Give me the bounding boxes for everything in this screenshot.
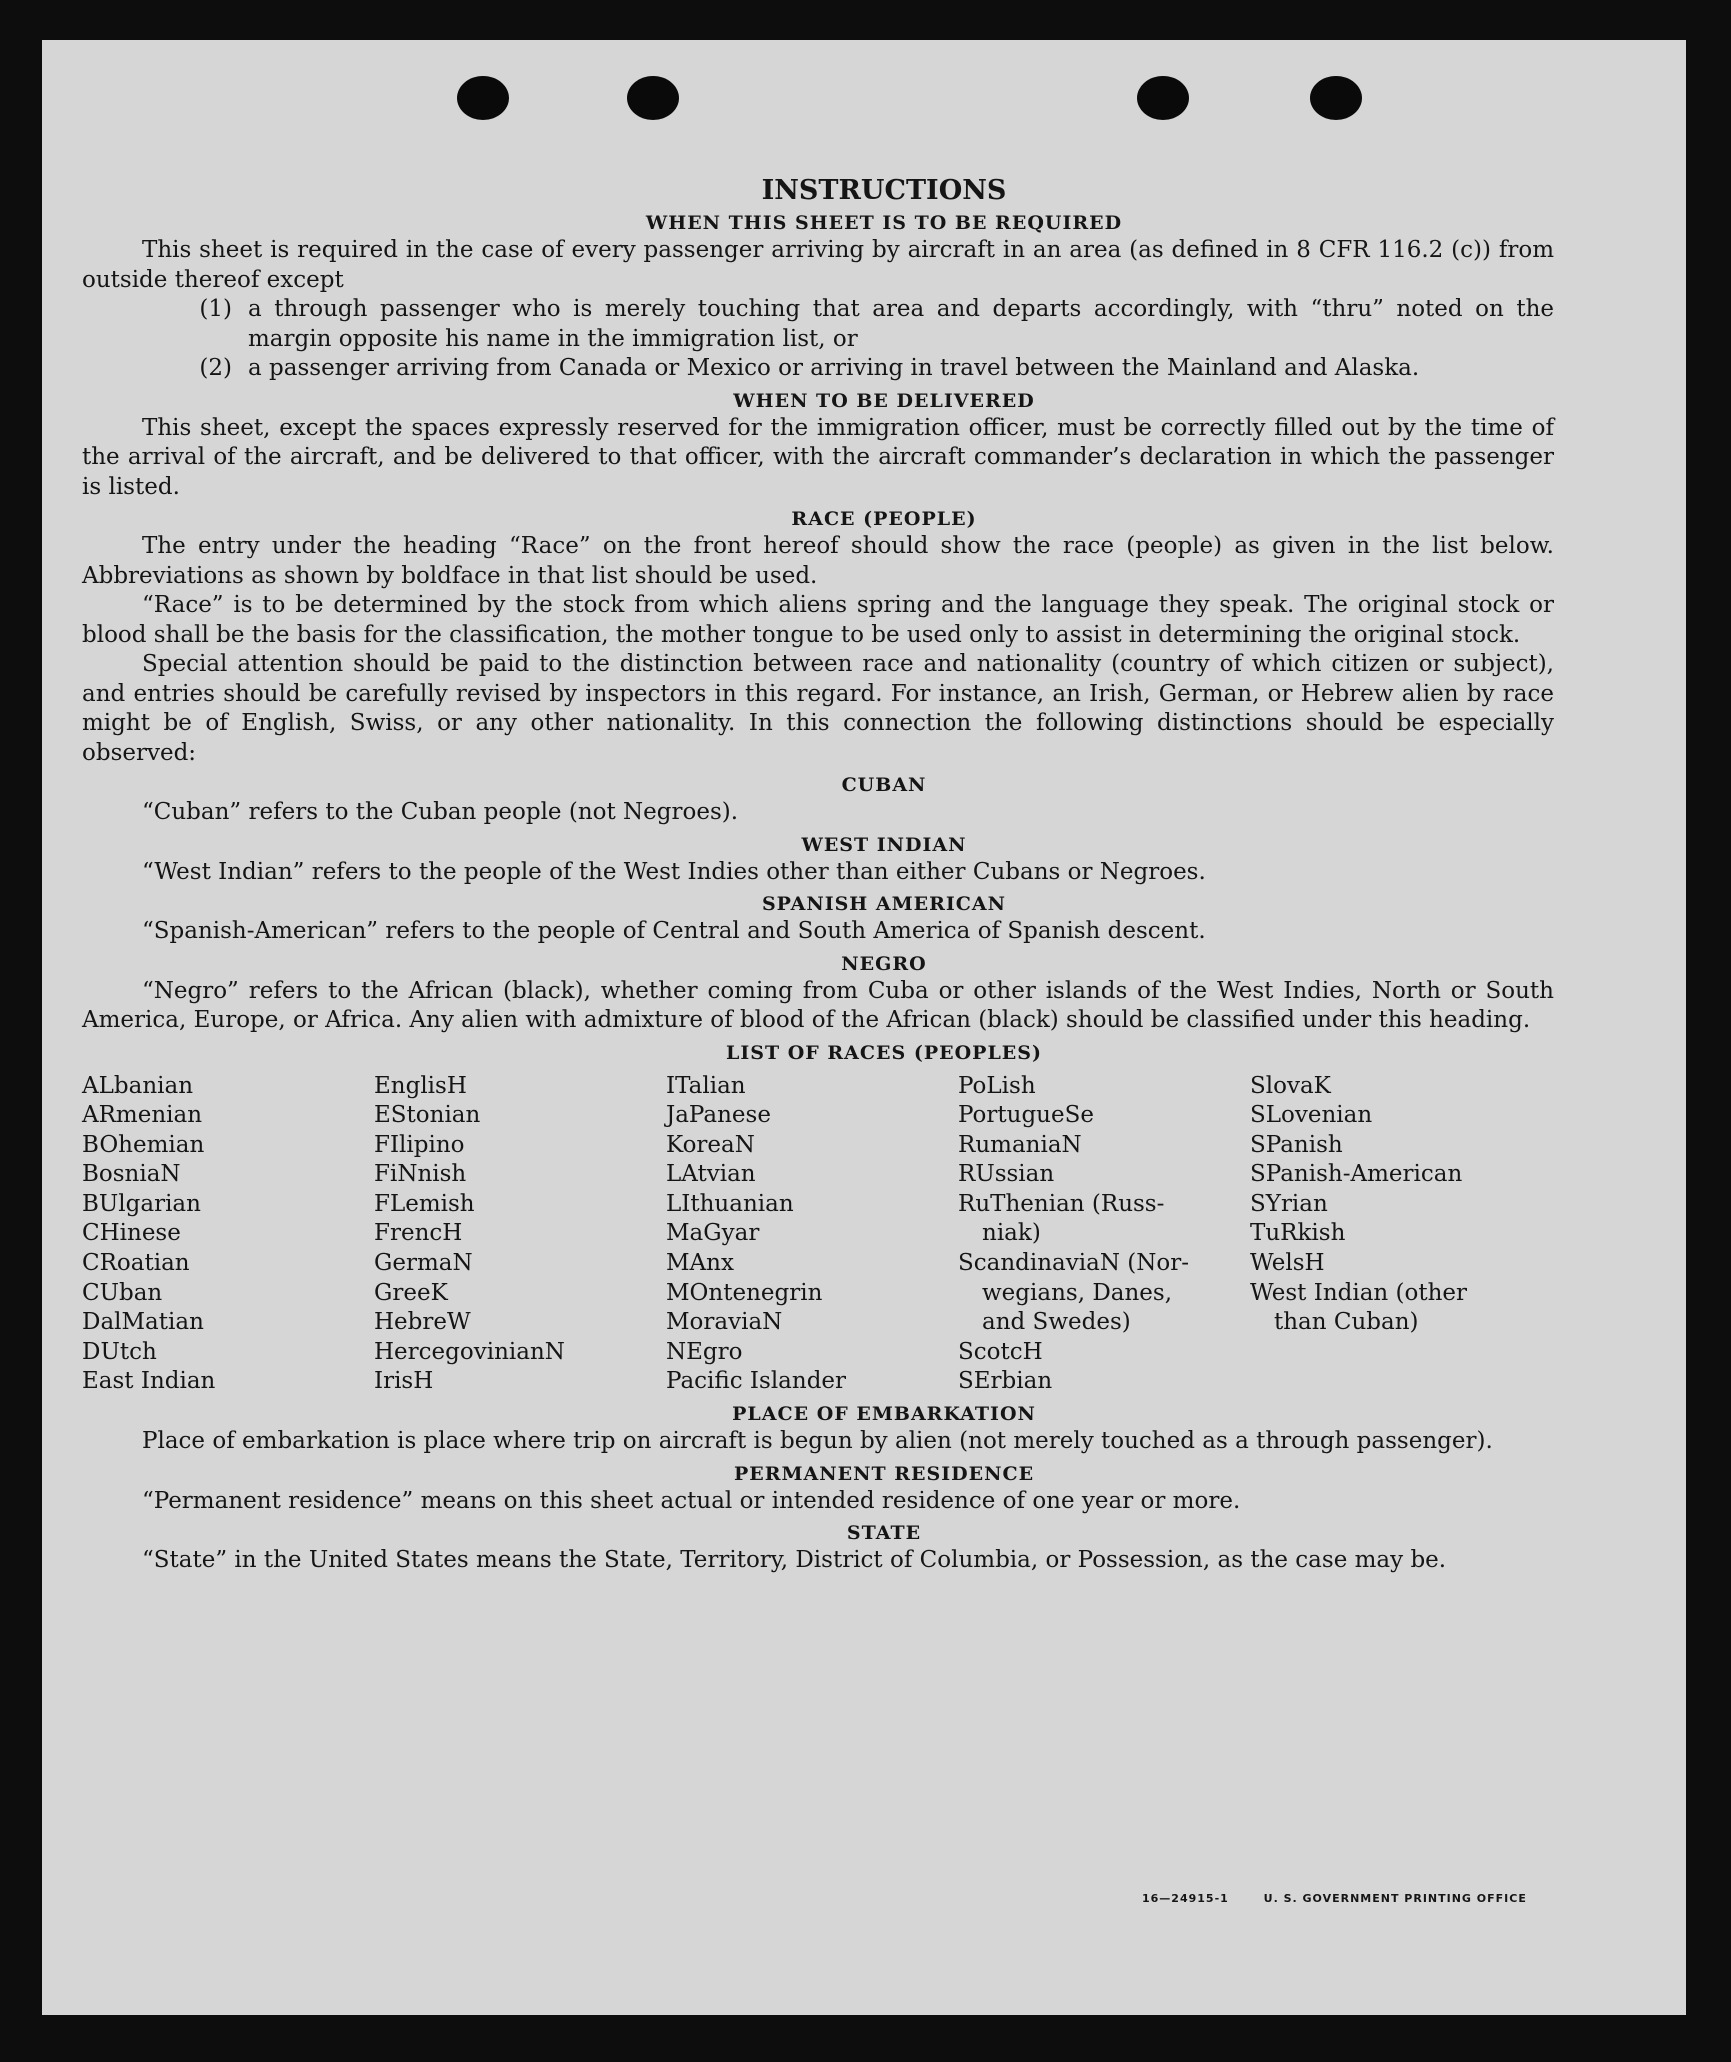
race-entry: ARmenian xyxy=(82,1102,203,1129)
race-entry: ScotcH xyxy=(958,1338,1043,1365)
negro-text: “Negro” refers to the African (black), whether coming from Cuba or other islands of the West Indies, North or South America, Europe, or Africa. Any alien with admixture of blood of the African (black) should be classified under this heading. xyxy=(82,977,1554,1033)
heading-west-indian: WEST INDIAN xyxy=(801,833,967,856)
race-entry: WelsH xyxy=(1250,1250,1325,1277)
race-entry: and Swedes) xyxy=(982,1309,1131,1336)
west-indian-text: “West Indian” refers to the people of the West Indies other than either Cubans or Negroes. xyxy=(142,858,1206,885)
spanish-american-text: “Spanish-American” refers to the people of Central and South America of Spanish descent. xyxy=(142,918,1206,944)
punch-hole xyxy=(1310,76,1362,120)
race-entry: RUssian xyxy=(958,1161,1055,1188)
heading-state: STATE xyxy=(846,1522,922,1545)
race-column xyxy=(958,1072,1250,1398)
race-entry: SPanish-American xyxy=(1250,1161,1463,1188)
race-entry: EnglisH xyxy=(374,1072,467,1099)
printer-credit: U. S. GOVERNMENT PRINTING OFFICE xyxy=(1263,1892,1527,1905)
race-entry: FrencH xyxy=(374,1220,463,1247)
race-column xyxy=(374,1072,666,1398)
race-entry: MaGyar xyxy=(666,1220,760,1247)
heading-embarkation: PLACE OF EMBARKATION xyxy=(732,1403,1036,1426)
race-paragraph-2: “Race” is to be determined by the stock from which aliens spring and the language they speak. The original stock or blood shall be the basis for the classification, the mother tongue to be used only to assist in determining the original stock. xyxy=(82,592,1554,648)
race-entry: wegians, Danes, xyxy=(982,1279,1173,1306)
race-entry: niak) xyxy=(982,1220,1041,1247)
race-entry: than Cuban) xyxy=(1274,1309,1419,1336)
heading-race: RACE (PEOPLE) xyxy=(791,508,977,530)
heading-list-of-races: LIST OF RACES (PEOPLES) xyxy=(726,1041,1042,1064)
race-entry: CRoatian xyxy=(82,1250,190,1277)
race-entry: HercegovinianN xyxy=(374,1338,565,1365)
residence-text: “Permanent residence” means on this sheet actual or intended residence of one year or more. xyxy=(142,1487,1241,1514)
race-entry: FLemish xyxy=(374,1190,475,1217)
race-list xyxy=(82,1072,1554,1398)
race-entry: CUban xyxy=(82,1279,163,1306)
race-entry: BOhemian xyxy=(82,1131,205,1158)
race-entry: Pacific Islander xyxy=(666,1368,847,1395)
form-number: 16—24915-1 xyxy=(1142,1892,1229,1905)
race-entry: PortugueSe xyxy=(958,1102,1094,1129)
heading-residence: PERMANENT RESIDENCE xyxy=(733,1462,1035,1485)
race-entry: GermaN xyxy=(374,1250,473,1277)
race-entry: BUlgarian xyxy=(82,1190,201,1217)
race-entry: JaPanese xyxy=(666,1102,771,1129)
race-column xyxy=(666,1072,958,1398)
heading-cuban: CUBAN xyxy=(841,774,927,796)
race-entry: TuRkish xyxy=(1250,1220,1346,1247)
race-entry: FiNnish xyxy=(374,1161,467,1188)
race-entry: MAnx xyxy=(666,1250,734,1277)
document-sheet xyxy=(42,40,1686,2015)
cuban-text: “Cuban” refers to the Cuban people (not Negroes). xyxy=(142,799,739,825)
race-entry: SlovaK xyxy=(1250,1072,1331,1099)
heading-spanish-american: SPANISH AMERICAN xyxy=(761,893,1007,915)
item-number: (1) xyxy=(199,296,232,322)
state-text: “State” in the United States means the State, Territory, District of Columbia, or Possession, as the case may be. xyxy=(142,1547,1447,1574)
race-entry: ITalian xyxy=(666,1072,746,1099)
race-entry: ALbanian xyxy=(82,1072,194,1099)
item-text: a through passenger who is merely touching that area and departs accordingly, with “thru” noted on the margin opposite his name in the immigration list, or xyxy=(248,296,1554,352)
race-entry: IrisH xyxy=(374,1368,434,1395)
embarkation-text: Place of embarkation is place where trip on aircraft is begun by alien (not merely touched as a through passenger). xyxy=(142,1428,1493,1455)
race-entry: LIthuanian xyxy=(666,1190,794,1217)
heading-delivered: WHEN TO BE DELIVERED xyxy=(733,389,1035,412)
race-paragraph-1: The entry under the heading “Race” on the front hereof should show the race (people) as given in the list below. Abbreviations as shown by boldface in that list should be used. xyxy=(82,533,1554,589)
race-entry: BosniaN xyxy=(82,1161,181,1188)
page-title: INSTRUCTIONS xyxy=(761,175,1007,206)
item-number: (2) xyxy=(199,355,232,381)
race-entry: MOntenegrin xyxy=(666,1279,823,1306)
race-entry: DUtch xyxy=(82,1338,157,1365)
race-entry: SLovenian xyxy=(1250,1102,1373,1129)
item-text: a passenger arriving from Canada or Mexico or arriving in travel between the Mainland and Alaska. xyxy=(248,355,1420,381)
delivered-text: This sheet, except the spaces expressly reserved for the immigration officer, must be correctly filled out by the time of the arrival of the aircraft, and be delivered to that officer, with the aircraft commander’s declaration in which the passenger is listed. xyxy=(82,414,1554,500)
race-entry: LAtvian xyxy=(666,1161,756,1188)
race-column xyxy=(1250,1072,1542,1398)
required-intro: This sheet is required in the case of every passenger arriving by aircraft in an area (as defined in 8 CFR 116.2 (c)) from outside thereof except xyxy=(82,237,1554,293)
race-entry: RuThenian (Russ- xyxy=(958,1190,1165,1217)
race-entry: KoreaN xyxy=(666,1131,755,1158)
heading-required: WHEN THIS SHEET IS TO BE REQUIRED xyxy=(645,212,1123,234)
race-entry: ScandinaviaN (Nor- xyxy=(958,1250,1189,1277)
race-entry: GreeK xyxy=(374,1279,448,1306)
race-paragraph-3: Special attention should be paid to the distinction between race and nationality (country of which citizen or subject), and entries should be carefully revised by inspectors in this regard. For instance, an Irish, German, or Hebrew alien by race might be of English, Swiss, or any other nationality. In this connection the following distinctions should be especially observed: xyxy=(82,651,1554,766)
heading-negro: NEGRO xyxy=(841,952,927,975)
footer-imprint xyxy=(1142,1892,1557,1905)
race-entry: HebreW xyxy=(374,1309,471,1336)
race-column xyxy=(82,1072,374,1398)
race-entry: FIlipino xyxy=(374,1131,465,1158)
race-entry: EStonian xyxy=(374,1102,481,1129)
race-entry: CHinese xyxy=(82,1220,181,1247)
race-entry: SYrian xyxy=(1250,1190,1328,1217)
punch-hole xyxy=(627,76,679,120)
race-entry: MoraviaN xyxy=(666,1309,783,1336)
list-item xyxy=(82,295,1554,354)
punch-hole xyxy=(457,76,509,120)
punch-hole xyxy=(1137,76,1189,120)
race-entry: NEgro xyxy=(666,1338,743,1365)
race-entry: West Indian (other xyxy=(1250,1279,1468,1306)
race-entry: PoLish xyxy=(958,1072,1036,1099)
race-entry: DalMatian xyxy=(82,1309,204,1336)
race-entry: SErbian xyxy=(958,1368,1053,1395)
race-entry: SPanish xyxy=(1250,1131,1343,1158)
race-entry: East Indian xyxy=(82,1368,216,1395)
list-item xyxy=(82,354,1554,384)
race-entry: RumaniaN xyxy=(958,1131,1082,1158)
